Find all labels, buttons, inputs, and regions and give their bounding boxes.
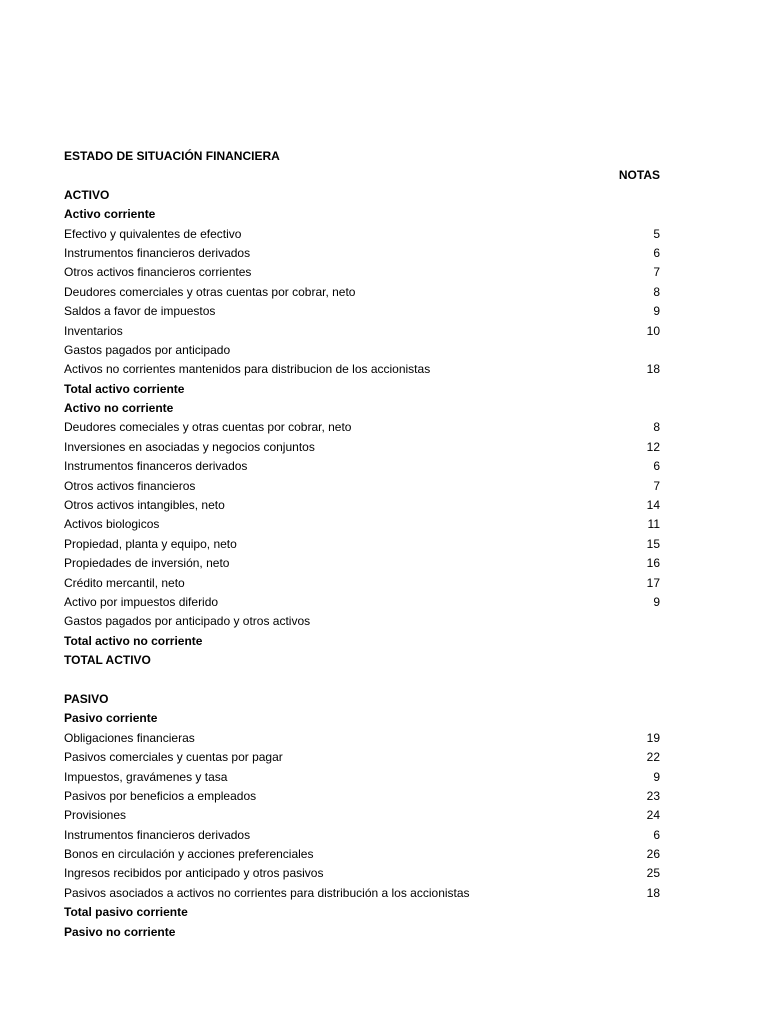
line-item bbox=[64, 341, 662, 360]
line-item-note: 24 bbox=[646, 808, 660, 823]
activo-corriente-list bbox=[64, 225, 662, 380]
line-item bbox=[64, 787, 662, 806]
line-item-label: Otros activos financieros corrientes bbox=[64, 265, 252, 280]
line-item-label: Inventarios bbox=[64, 323, 123, 338]
line-item-note: 15 bbox=[646, 536, 660, 551]
line-item bbox=[64, 729, 662, 748]
line-item-label: Ingresos recibidos por anticipado y otros pasivos bbox=[64, 866, 324, 881]
line-item-note: 7 bbox=[653, 478, 660, 493]
total-activo: TOTAL ACTIVO bbox=[64, 653, 151, 668]
line-item-note: 9 bbox=[653, 594, 660, 609]
line-item bbox=[64, 477, 662, 496]
line-item bbox=[64, 554, 662, 573]
line-item-label: Obligaciones financieras bbox=[64, 730, 195, 745]
line-item-label: Activo por impuestos diferido bbox=[64, 594, 219, 609]
line-item bbox=[64, 864, 662, 883]
line-item-note: 8 bbox=[653, 420, 660, 435]
line-item-note: 22 bbox=[646, 750, 660, 765]
line-item bbox=[64, 360, 662, 379]
line-item bbox=[64, 302, 662, 321]
activo-no-corriente-heading: Activo no corriente bbox=[64, 401, 174, 416]
section-spacer bbox=[64, 671, 662, 690]
line-item-note: 6 bbox=[653, 245, 660, 260]
pasivo-corriente-list bbox=[64, 729, 662, 904]
line-item-note: 5 bbox=[653, 226, 660, 241]
line-item bbox=[64, 612, 662, 631]
line-item bbox=[64, 244, 662, 263]
notes-column-header bbox=[64, 166, 662, 185]
line-item-label: Instrumentos financieros derivados bbox=[64, 245, 251, 260]
line-item-label: Otros activos financieros bbox=[64, 478, 196, 493]
line-item-note: 11 bbox=[647, 517, 660, 532]
line-item bbox=[64, 263, 662, 282]
line-item bbox=[64, 457, 662, 476]
line-item bbox=[64, 748, 662, 767]
document-title bbox=[64, 147, 662, 166]
line-item-note: 9 bbox=[653, 769, 660, 784]
notes-header-text: NOTAS bbox=[618, 168, 660, 183]
line-item-label: Deudores comeciales y otras cuentas por cobrar, neto bbox=[64, 420, 352, 435]
activo-corriente-heading: Activo corriente bbox=[64, 207, 156, 222]
line-item bbox=[64, 438, 662, 457]
line-item-label: Activos biologicos bbox=[64, 517, 160, 532]
line-item-note: 26 bbox=[646, 847, 660, 862]
line-item bbox=[64, 574, 662, 593]
pasivo-heading: PASIVO bbox=[64, 691, 109, 706]
line-item-note: 18 bbox=[646, 362, 660, 377]
line-item-label: Bonos en circulación y acciones preferenciales bbox=[64, 847, 314, 862]
line-item-label: Gastos pagados por anticipado y otros activos bbox=[64, 614, 311, 629]
line-item-note: 10 bbox=[646, 323, 660, 338]
line-item-note: 16 bbox=[646, 556, 660, 571]
line-item bbox=[64, 322, 662, 341]
line-item-label: Pasivos asociados a activos no corrientes para distribución a los accionistas bbox=[64, 885, 470, 900]
line-item-note bbox=[660, 612, 662, 631]
line-item-note: 7 bbox=[653, 265, 660, 280]
line-item-label: Pasivos por beneficios a empleados bbox=[64, 788, 257, 803]
line-item-label: Deudores comerciales y otras cuentas por cobrar, neto bbox=[64, 284, 356, 299]
line-item-note: 9 bbox=[653, 304, 660, 319]
line-item-label: Inversiones en asociadas y negocios conjuntos bbox=[64, 439, 315, 454]
line-item bbox=[64, 768, 662, 787]
line-item-note: 6 bbox=[653, 459, 660, 474]
line-item-label: Saldos a favor de impuestos bbox=[64, 304, 216, 319]
line-item-label: Pasivos comerciales y cuentas por pagar bbox=[64, 750, 283, 765]
line-item-note: 23 bbox=[646, 788, 660, 803]
line-item bbox=[64, 283, 662, 302]
line-item-note: 25 bbox=[646, 866, 660, 881]
line-item bbox=[64, 515, 662, 534]
line-item bbox=[64, 535, 662, 554]
line-item-note: 19 bbox=[646, 730, 660, 745]
total-pasivo-corriente: Total pasivo corriente bbox=[64, 905, 188, 920]
line-item-label: Gastos pagados por anticipado bbox=[64, 342, 231, 357]
pasivo-corriente-heading: Pasivo corriente bbox=[64, 711, 158, 726]
line-item-note: 14 bbox=[646, 498, 660, 513]
line-item bbox=[64, 593, 662, 612]
line-item-label: Efectivo y quivalentes de efectivo bbox=[64, 226, 242, 241]
pasivo-no-corriente-heading: Pasivo no corriente bbox=[64, 924, 176, 939]
line-item bbox=[64, 884, 662, 903]
line-item-note bbox=[660, 341, 662, 360]
total-activo-corriente: Total activo corriente bbox=[64, 381, 185, 396]
line-item bbox=[64, 826, 662, 845]
line-item-label: Crédito mercantil, neto bbox=[64, 575, 185, 590]
line-item-label: Provisiones bbox=[64, 808, 127, 823]
line-item bbox=[64, 225, 662, 244]
line-item-label: Impuestos, gravámenes y tasa bbox=[64, 769, 228, 784]
line-item bbox=[64, 845, 662, 864]
activo-no-corriente-list bbox=[64, 418, 662, 631]
line-item-note: 12 bbox=[646, 439, 660, 454]
line-item-label: Instrumentos financieros derivados bbox=[64, 827, 251, 842]
line-item bbox=[64, 806, 662, 825]
financial-statement bbox=[64, 147, 662, 942]
line-item-label: Activos no corrientes mantenidos para distribucion de los accionistas bbox=[64, 362, 431, 377]
line-item-label: Instrumentos financeros derivados bbox=[64, 459, 248, 474]
line-item bbox=[64, 496, 662, 515]
activo-heading: ACTIVO bbox=[64, 187, 110, 202]
line-item-note: 8 bbox=[653, 284, 660, 299]
line-item-note: 17 bbox=[646, 575, 660, 590]
line-item bbox=[64, 418, 662, 437]
line-item-label: Otros activos intangibles, neto bbox=[64, 498, 225, 513]
line-item-note: 18 bbox=[646, 885, 660, 900]
total-activo-no-corriente: Total activo no corriente bbox=[64, 633, 203, 648]
line-item-note: 6 bbox=[653, 827, 660, 842]
title-text: ESTADO DE SITUACIÓN FINANCIERA bbox=[64, 149, 280, 163]
line-item-label: Propiedades de inversión, neto bbox=[64, 556, 230, 571]
line-item-label: Propiedad, planta y equipo, neto bbox=[64, 536, 237, 551]
